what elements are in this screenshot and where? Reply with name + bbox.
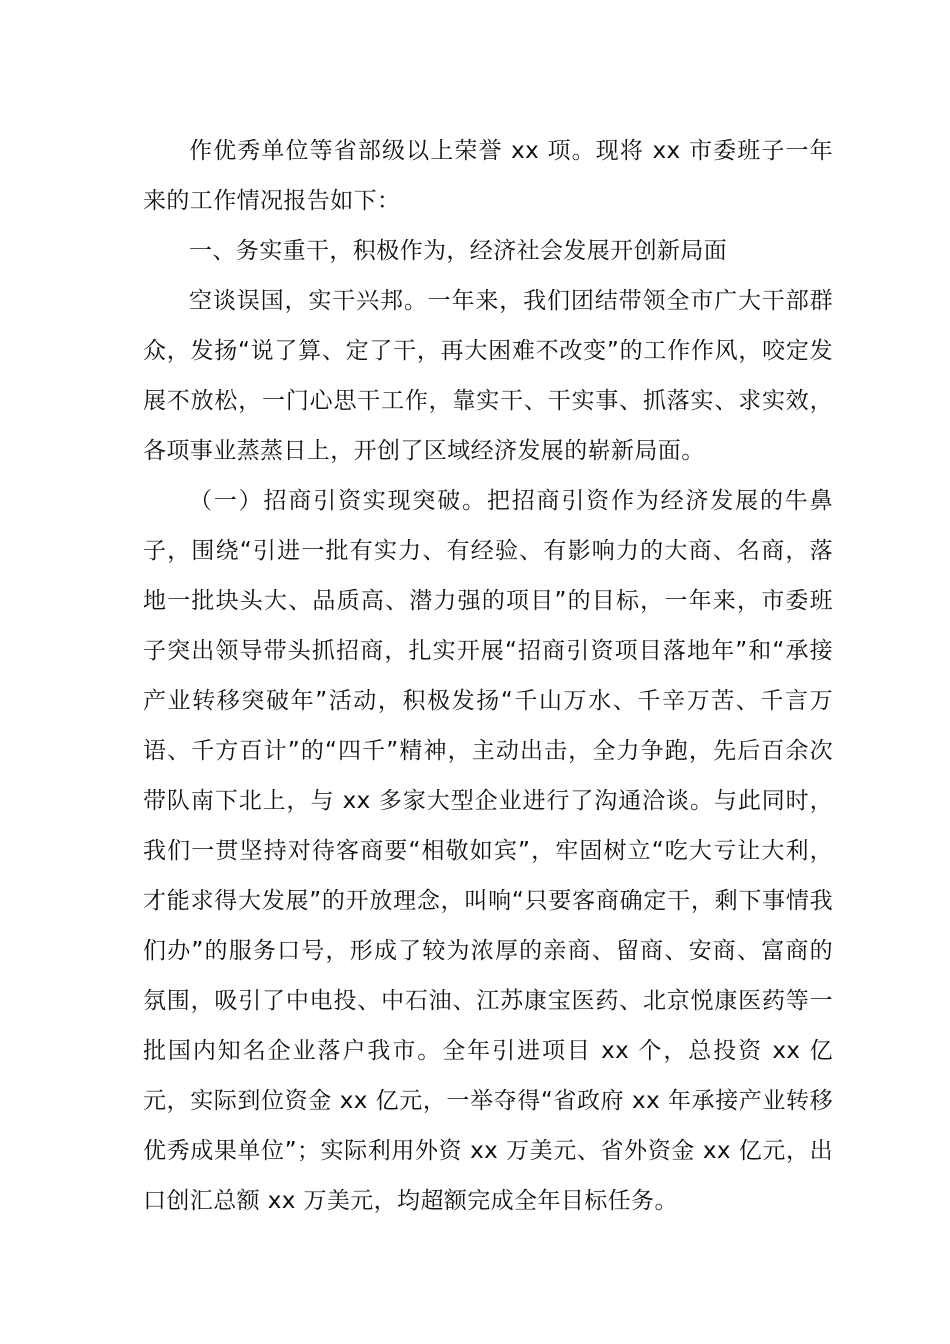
document-body	[143, 126, 833, 1226]
paragraph-section-1-overview: 空谈误国，实干兴邦。一年来，我们团结带领全市广大干部群众，发扬“说了算、定了干，再大困难不改变”的工作作风，咬定发展不放松，一门心思干工作，靠实干、干实事、抓落实、求实效，各项事业蒸蒸日上，开创了区域经济发展的崭新局面。	[143, 288, 833, 464]
section-heading-1: 一、务实重干，积极作为，经济社会发展开创新局面	[189, 238, 728, 264]
paragraph-investment-breakthrough: （一）招商引资实现突破。把招商引资作为经济发展的牛鼻子，围绕“引进一批有实力、有经验、有影响力的大商、名商，落地一批块头大、品质高、潜力强的项目”的目标，一年来，市委班子突出领导带头抓招商，扎实开展“招商引资项目落地年”和“承接产业转移突破年”活动，积极发扬“千山万水、千辛万苦、千言万语、千方百计”的“四千”精神，主动出击，全力争跑，先后百余次带队南下北上，与 xx 多家大型企业进行了沟通洽谈。与此同时，我们一贯坚持对待客商要“相敬如宾”，牢固树立“吃大亏让大利，才能求得大发展”的开放理念，叫响“只要客商确定干，剩下事情我们办”的服务口号，形成了较为浓厚的亲商、留商、安商、富商的氛围，吸引了中电投、中石油、江苏康宝医药、北京悦康医药等一批国内知名企业落户我市。全年引进项目 xx 个，总投资 xx 亿元，实际到位资金 xx 亿元，一举夺得“省政府 xx 年承接产业转移优秀成果单位”；实际利用外资 xx 万美元、省外资金 xx 亿元，出口创汇总额 xx 万美元，均超额完成全年目标任务。	[143, 488, 833, 1214]
paragraph-report-intro: 作优秀单位等省部级以上荣誉 xx 项。现将 xx 市委班子一年来的工作情况报告如下：	[143, 138, 833, 214]
